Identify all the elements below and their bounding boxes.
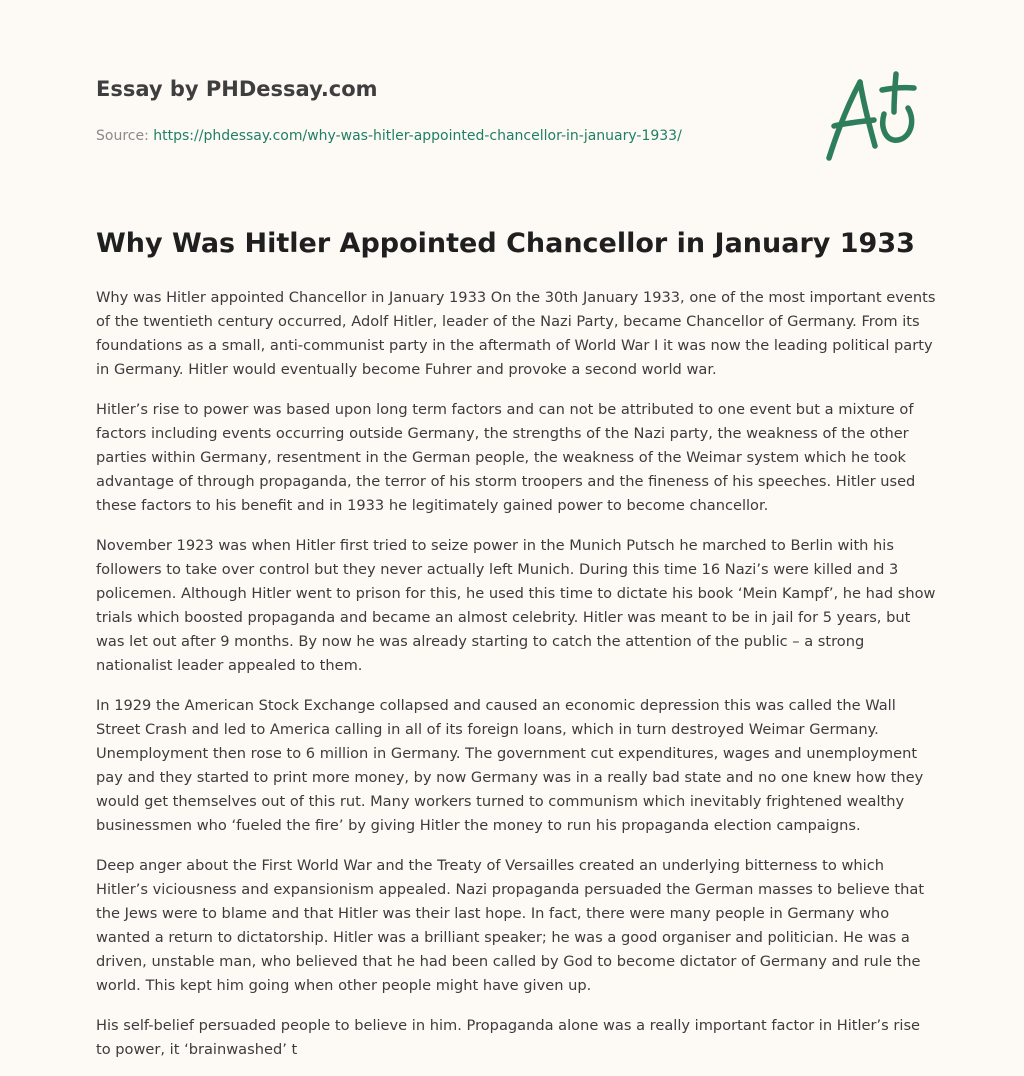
source-line <box>96 126 926 146</box>
brand-title: Essay by PHDessay.com <box>96 77 378 101</box>
essay-title: Why Was Hitler Appointed Chancellor in January 1933 <box>96 228 915 259</box>
paragraph: Deep anger about the First World War and the Treaty of Versailles created an underlying bitterness to which Hitler’s viciousness and expansionism appealed. Nazi propaganda persuaded the German masses to believe that the Jews were to blame and that Hitler was their last hope. In fact, there were many people in Germany who wanted a return to dictatorship. Hitler was a brilliant speaker; he was a good organiser and politician. He was a driven, unstable man, who believed that he had been called by God to become dictator of Germany and rule the world. This kept him going when other people might have given up. <box>96 857 925 994</box>
paragraph: Why was Hitler appointed Chancellor in January 1933 On the 30th January 1933, one of the most important events of the twentieth century occurred, Adolf Hitler, leader of the Nazi Party, became Chancellor of Germany. From its foundations as a small, anti-communist party in the aftermath of World War I it was now the leading political party in Germany. Hitler would eventually become Fuhrer and provoke a second world war. <box>96 289 936 378</box>
source-link[interactable]: https://phdessay.com/why-was-hitler-appointed-chancellor-in-january-1933/ <box>153 128 682 144</box>
paragraph: In 1929 the American Stock Exchange collapsed and caused an economic depression this was called the Wall Street Crash and led to America calling in all of its foreign loans, which in turn destroyed Weimar Germany. Unemployment then rose to 6 million in Germany. The government cut expenditures, wages and unemployment pay and they started to print more money, by now Germany was in a really bad state and no one knew how they would get themselves out of this rut. Many workers turned to communism which inevitably frightened wealthy businessmen who ‘fueled the fire’ by giving Hitler the money to run his propaganda election campaigns. <box>96 697 924 834</box>
essay-body <box>96 286 936 1076</box>
paragraph: Hitler’s rise to power was based upon long term factors and can not be attributed to one event but a mixture of factors including events occurring outside Germany, the strengths of the Nazi party, the weakness of the other parties within Germany, resentment in the German people, the weakness of the Weimar system which he took advantage of through propaganda, the terror of his storm troopers and the fineness of his speeches. Hitler used these factors to his benefit and in 1933 he legitimately gained power to become chancellor. <box>96 401 916 514</box>
essay-header <box>96 75 926 146</box>
paragraph: His self-belief persuaded people to believe in him. Propaganda alone was a really important factor in Hitler’s rise to power, it ‘brainwashed’ t <box>96 1017 921 1058</box>
paragraph: November 1923 was when Hitler first tried to seize power in the Munich Putsch he marched to Berlin with his followers to take over control but they never actually left Munich. During this time 16 Nazi’s were killed and 3 policemen. Although Hitler went to prison for this, he used this time to dictate his book ‘Mein Kampf’, he had show trials which boosted propaganda and became an almost celebrity. Hitler was meant to be in jail for 5 years, but was let out after 9 months. By now he was already starting to catch the attention of the public – a strong nationalist leader appealed to them. <box>96 537 936 674</box>
a-plus-grade-icon <box>820 66 928 166</box>
source-label: Source: <box>96 128 154 144</box>
